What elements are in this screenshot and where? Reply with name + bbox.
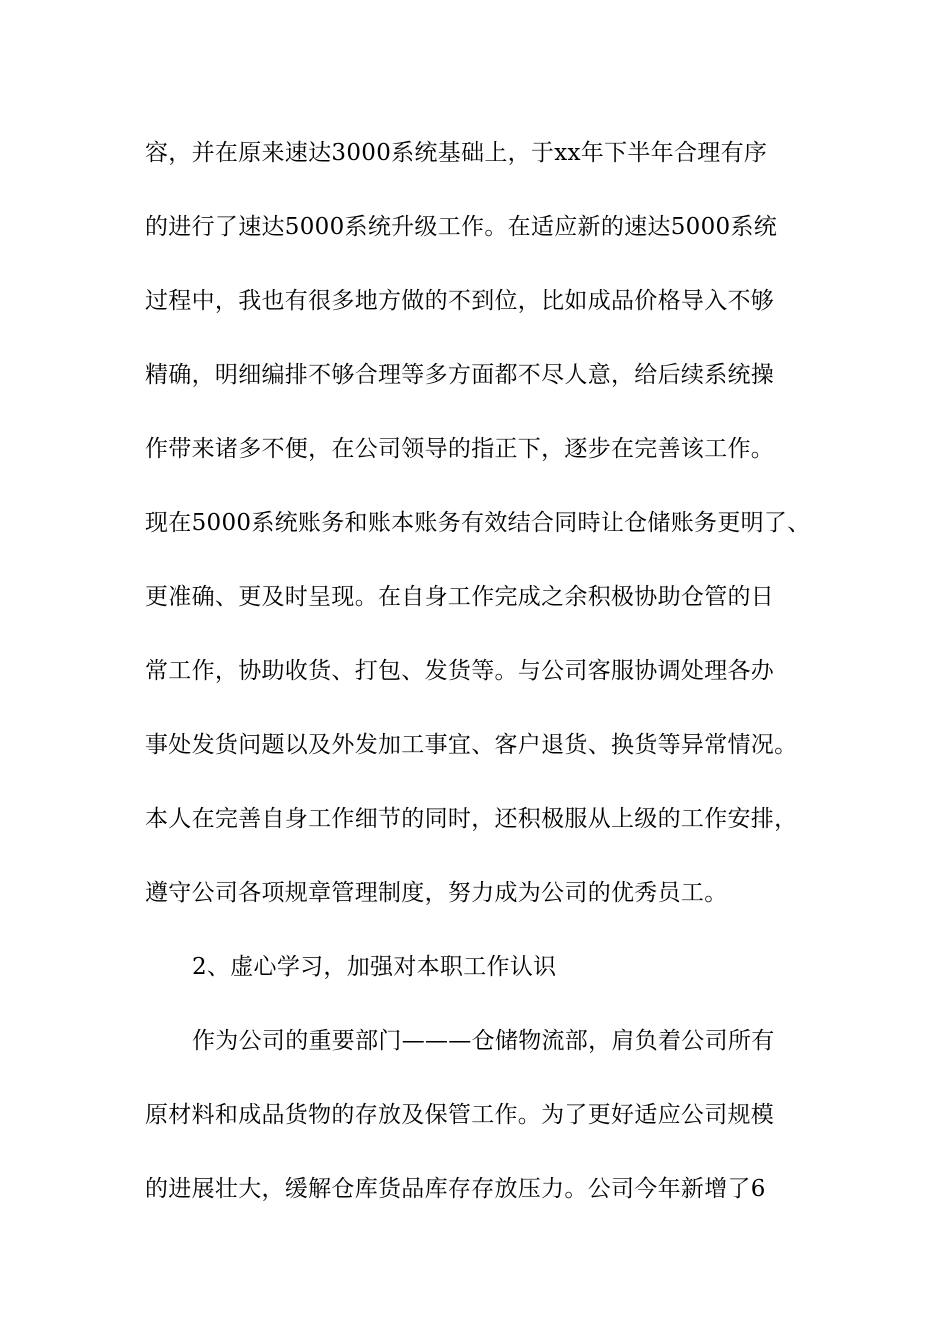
paragraph-start-line: 作为公司的重要部门———仓储物流部，肩负着公司所有 <box>192 1028 775 1054</box>
text-line: 容，并在原来速达3000系统基础上，于xx年下半年合理有序 <box>145 140 768 166</box>
text-line: 过程中，我也有很多地方做的不到位，比如成品价格导入不够 <box>145 288 775 314</box>
text-line: 事处发货问题以及外发加工事宜、客户退货、换货等异常情况。 <box>145 732 798 758</box>
text-line: 的进展壮大，缓解仓库货品库存存放压力。公司今年新增了6 <box>145 1176 766 1202</box>
text-line: 作带来诸多不便，在公司领导的指正下，逐步在完善该工作。 <box>145 436 775 462</box>
text-line: 现在5000系统账务和账本账务有效结合同時让仓储账务更明了、 <box>145 510 811 536</box>
text-line: 本人在完善自身工作细节的同时，还积极服从上级的工作安排， <box>145 806 798 832</box>
section-heading: 2、虚心学习，加强对本职工作认识 <box>192 954 557 980</box>
text-line: 常工作，协助收货、打包、发货等。与公司客服协调处理各办 <box>145 658 775 684</box>
text-line: 的进行了速达5000系统升级工作。在适应新的速达5000系统 <box>145 214 778 240</box>
text-line: 更准确、更及时呈现。在自身工作完成之余积极协助仓管的日 <box>145 584 775 610</box>
text-line: 精确，明细编排不够合理等多方面都不尽人意，给后续系统操 <box>145 362 775 388</box>
body-text <box>145 128 815 1238</box>
text-line: 遵守公司各项规章管理制度，努力成为公司的优秀员工。 <box>145 880 728 906</box>
text-line: 原材料和成品货物的存放及保管工作。为了更好适应公司规模 <box>145 1102 775 1128</box>
